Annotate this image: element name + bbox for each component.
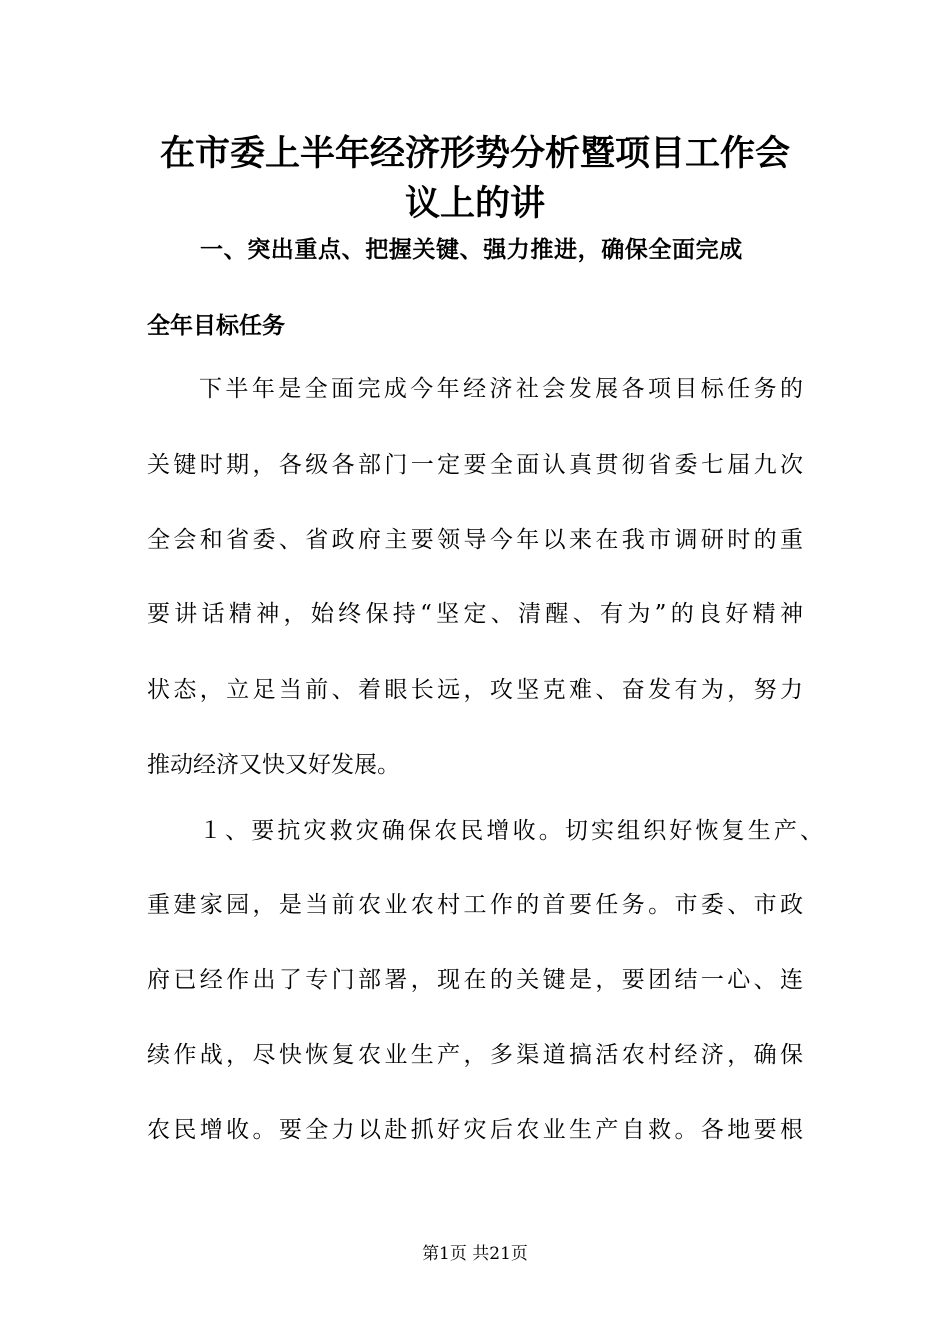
paragraph-line: 农民增收。要全力以赴抓好灾后农业生产自救。各地要根: [147, 1117, 803, 1143]
document-title-line-1: 在市委上半年经济形势分析暨项目工作会: [159, 134, 790, 174]
paragraph-line: 续作战，尽快恢复农业生产，多渠道搞活农村经济，确保: [147, 1042, 803, 1068]
page-footer: 第1页 共21页: [422, 1244, 528, 1264]
paragraph-line: 要讲话精神，始终保持“坚定、清醒、有为”的良好精神: [147, 601, 803, 627]
paragraph-line: 关键时期，各级各部门一定要全面认真贯彻省委七届九次: [147, 452, 803, 478]
paragraph-line: 推动经济又快又好发展。: [147, 752, 400, 778]
section-heading-line-1: 一、突出重点、把握关键、强力推进，确保全面完成: [200, 237, 743, 263]
document-title-line-2: 议上的讲: [404, 184, 545, 224]
paragraph-line: 下半年是全面完成今年经济社会发展各项目标任务的: [199, 376, 803, 402]
paragraph-line: 府已经作出了专门部署，现在的关键是，要团结一心、连: [147, 967, 803, 993]
paragraph-line: 全会和省委、省政府主要领导今年以来在我市调研时的重: [147, 527, 803, 553]
section-heading-line-2: 全年目标任务: [147, 313, 285, 339]
paragraph-line: 状态，立足当前、着眼长远，攻坚克难、奋发有为，努力: [147, 677, 803, 703]
paragraph-line: １、要抗灾救灾确保农民增收。切实组织好恢复生产、: [199, 818, 823, 844]
paragraph-line: 重建家园，是当前农业农村工作的首要任务。市委、市政: [147, 892, 803, 918]
